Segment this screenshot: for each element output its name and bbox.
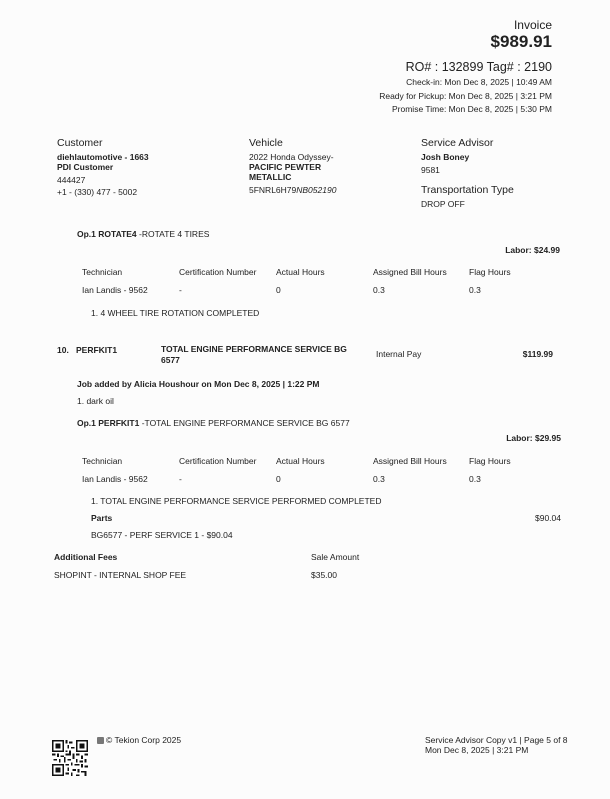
op-rotate-labor: Labor: $24.99	[505, 245, 560, 255]
qr-code-icon	[52, 740, 88, 776]
vin-tail: NB052190	[296, 185, 337, 195]
fees-heading: Additional Fees	[54, 552, 118, 562]
advisor-id: 9581	[421, 165, 440, 175]
tekion-logo-icon	[97, 737, 104, 744]
promise-time: Promise Time: Mon Dec 8, 2025 | 5:30 PM	[392, 104, 552, 114]
col-assigned: Assigned Bill Hours	[373, 267, 447, 277]
fee-amount: $35.00	[311, 570, 337, 580]
ready-pickup-time: Ready for Pickup: Mon Dec 8, 2025 | 3:21 PM	[379, 91, 552, 101]
col-technician: Technician	[82, 267, 123, 277]
job-amount: $119.99	[522, 349, 553, 359]
col-technician-2: Technician	[82, 456, 123, 466]
vin-main: 5FNRL6H79	[249, 185, 297, 195]
parts-label: Parts	[91, 513, 113, 523]
rotate-assigned: 0.3	[373, 285, 385, 295]
customer-type: PDI Customer	[57, 162, 114, 172]
rotate-flag: 0.3	[469, 285, 481, 295]
parts-total: $90.04	[535, 513, 561, 523]
checkin-time: Check-in: Mon Dec 8, 2025 | 10:49 AM	[406, 77, 552, 87]
job-concern: 1. dark oil	[77, 396, 114, 406]
job-added-by: Job added by Alicia Houshour on Mon Dec 8, 2025 | 1:22 PM	[77, 379, 320, 389]
customer-heading: Customer	[57, 137, 103, 149]
perfkit-actual: 0	[276, 474, 281, 484]
fees-amount-heading: Sale Amount	[311, 552, 360, 562]
col-actual-2: Actual Hours	[276, 456, 325, 466]
transport-type: DROP OFF	[421, 199, 465, 209]
op-perfkit-line	[77, 418, 350, 428]
op-perfkit-code: Op.1 PERFKIT1	[77, 418, 140, 428]
col-flag: Flag Hours	[469, 267, 511, 277]
perfkit-technician: Ian Landis - 9562	[82, 474, 148, 484]
invoice-label: Invoice	[513, 18, 552, 32]
col-cert: Certification Number	[179, 267, 257, 277]
job-number: 10.	[57, 345, 69, 355]
copyright	[97, 735, 181, 745]
perfkit-note: 1. TOTAL ENGINE PERFORMANCE SERVICE PERFORMED COMPLETED	[91, 496, 382, 506]
customer-phone: +1 - (330) 477 - 5002	[57, 187, 138, 197]
customer-name: diehlautomotive - 1663	[57, 152, 149, 162]
vehicle-heading: Vehicle	[249, 137, 283, 149]
rotate-note: 1. 4 WHEEL TIRE ROTATION COMPLETED	[91, 308, 260, 318]
op-perfkit-labor: Labor: $29.95	[506, 433, 561, 443]
op-perfkit-desc: -TOTAL ENGINE PERFORMANCE SERVICE BG 6577	[139, 418, 350, 428]
perfkit-assigned: 0.3	[373, 474, 385, 484]
printed-time: Mon Dec 8, 2025 | 3:21 PM	[425, 745, 529, 755]
advisor-heading: Service Advisor	[421, 137, 494, 149]
vehicle-color-line1: PACIFIC PEWTER	[249, 162, 322, 172]
perfkit-flag: 0.3	[469, 474, 481, 484]
invoice-total: $989.91	[490, 32, 552, 51]
ro-tag-number: RO# : 132899 Tag# : 2190	[405, 60, 552, 74]
qr-code	[52, 740, 88, 778]
col-flag-2: Flag Hours	[469, 456, 511, 466]
transport-heading: Transportation Type	[421, 184, 514, 196]
copyright-text: © Tekion Corp 2025	[106, 735, 182, 745]
vehicle-vin	[249, 185, 336, 195]
job-title: TOTAL ENGINE PERFORMANCE SERVICE BG 6577	[161, 344, 347, 365]
advisor-name: Josh Boney	[421, 152, 470, 162]
vehicle-model: 2022 Honda Odyssey-	[249, 152, 334, 162]
col-assigned-2: Assigned Bill Hours	[373, 456, 447, 466]
part-line: BG6577 - PERF SERVICE 1 - $90.04	[91, 530, 233, 540]
job-pay-type: Internal Pay	[376, 349, 422, 359]
perfkit-cert: -	[179, 474, 182, 484]
rotate-cert: -	[179, 285, 182, 295]
customer-id: 444427	[57, 175, 86, 185]
col-actual: Actual Hours	[276, 267, 325, 277]
op-rotate-line	[77, 229, 209, 239]
rotate-technician: Ian Landis - 9562	[82, 285, 148, 295]
copy-info: Service Advisor Copy v1 | Page 5 of 8	[425, 735, 568, 745]
rotate-actual: 0	[276, 285, 281, 295]
vehicle-color-line2: METALLIC	[249, 172, 292, 182]
fee-name: SHOPINT - INTERNAL SHOP FEE	[54, 570, 187, 580]
job-code: PERFKIT1	[76, 345, 118, 355]
op-rotate-desc: -ROTATE 4 TIRES	[136, 229, 210, 239]
col-cert-2: Certification Number	[179, 456, 257, 466]
op-rotate-code: Op.1 ROTATE4	[77, 229, 137, 239]
